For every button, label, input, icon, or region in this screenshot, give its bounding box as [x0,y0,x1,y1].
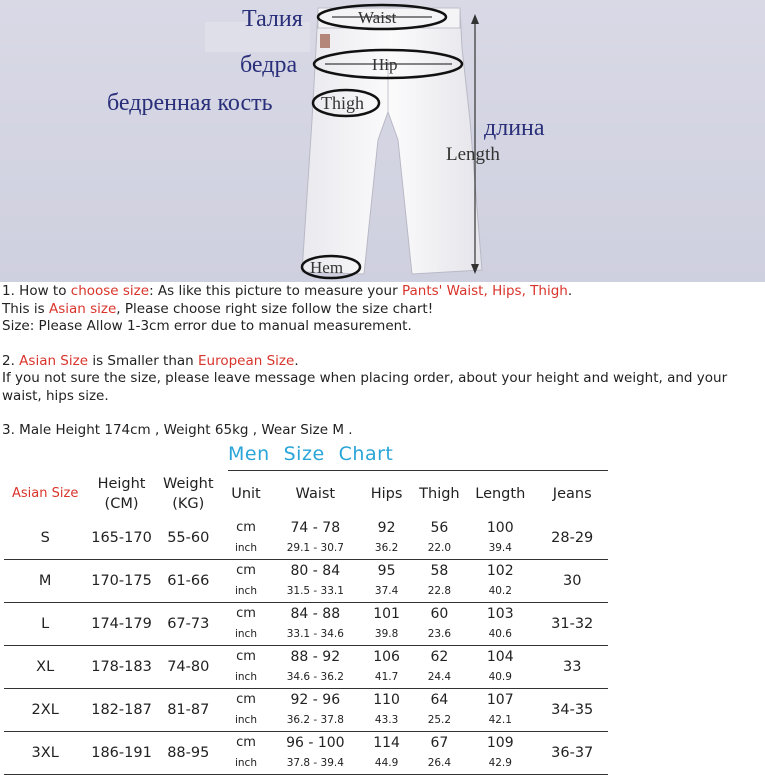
cell-jeans: 30 [536,560,608,603]
note-line-1: 1. How to choose size: As like this picture to measure your Pants' Waist, Hips, Thigh. [2,283,573,299]
cell-thigh: 64 25.2 [415,689,464,732]
label-length-ru: длина [484,115,545,141]
cell-weight: 74-80 [157,646,220,689]
cell-height: 178-183 [86,646,156,689]
header-hips: Hips [370,486,403,502]
cell-size: L [4,603,86,646]
cell-waist: 88 - 92 34.6 - 36.2 [272,646,358,689]
cell-unit: cm inch [220,732,272,775]
cell-waist: 92 - 96 36.2 - 37.8 [272,689,358,732]
cell-length: 103 40.6 [464,603,536,646]
label-waist-en: Waist [358,8,397,27]
cell-unit: cm inch [220,689,272,732]
size-instructions [2,283,762,440]
header-thigh: Thigh [419,486,460,502]
header-jeans: Jeans [552,486,592,502]
label-hip-en: Hip [372,55,398,74]
table-row [4,517,608,560]
cell-hips: 114 44.9 [359,732,415,775]
table-row [4,646,608,689]
cell-length: 102 40.2 [464,560,536,603]
cell-height: 186-191 [86,732,156,775]
label-thigh-en: Thigh [321,93,364,113]
cell-length: 109 42.9 [464,732,536,775]
cell-height: 165-170 [86,517,156,560]
label-hem-en: Hem [310,258,344,277]
cell-unit: cm inch [220,517,272,560]
label-length-en: Length [446,144,500,165]
cell-jeans: 28-29 [536,517,608,560]
cell-thigh: 62 24.4 [415,646,464,689]
cell-height: 182-187 [86,689,156,732]
size-chart-table [4,471,608,775]
label-waist-ru: Талия [242,6,303,32]
header-waist: Waist [295,486,336,502]
cell-hips: 110 43.3 [359,689,415,732]
cell-thigh: 58 22.8 [415,560,464,603]
label-thigh-ru: бедренная кость [107,90,273,116]
header-asian-size: Asian Size [12,486,79,501]
pants-illustration [0,0,765,282]
cell-waist: 74 - 78 29.1 - 30.7 [272,517,358,560]
cell-weight: 88-95 [157,732,220,775]
cell-size: M [4,560,86,603]
cell-hips: 95 37.4 [359,560,415,603]
cell-weight: 55-60 [157,517,220,560]
cell-size: XL [4,646,86,689]
cell-weight: 67-73 [157,603,220,646]
note-line-4: 2. Asian Size is Smaller than European Size. [2,352,299,369]
cell-waist: 96 - 100 37.8 - 39.4 [272,732,358,775]
cell-unit: cm inch [220,560,272,603]
note-line-5: If you not sure the size, please leave message when placing order, about your height and weight, and your waist, hips size. [2,370,728,404]
cell-hips: 101 39.8 [359,603,415,646]
note-line-2: This is Asian size, Please choose right size follow the size chart! [2,300,434,317]
table-row [4,560,608,603]
cell-hips: 106 41.7 [359,646,415,689]
cell-weight: 81-87 [157,689,220,732]
note-line-6: 3. Male Height 174cm , Weight 65kg , Wear Size M . [2,422,353,438]
cell-weight: 61-66 [157,560,220,603]
cell-waist: 84 - 88 33.1 - 34.6 [272,603,358,646]
cell-jeans: 31-32 [536,603,608,646]
cell-jeans: 34-35 [536,689,608,732]
measurement-diagram [0,0,765,282]
cell-height: 170-175 [86,560,156,603]
cell-jeans: 33 [536,646,608,689]
cell-jeans: 36-37 [536,732,608,775]
cell-unit: cm inch [220,603,272,646]
cell-length: 100 39.4 [464,517,536,560]
cell-size: S [4,517,86,560]
cell-size: 2XL [4,689,86,732]
cell-hips: 92 36.2 [359,517,415,560]
table-row [4,732,608,775]
note-line-3: Size: Please Allow 1-3cm error due to manual measurement. [2,318,412,334]
chart-title: Men Size Chart [228,443,394,465]
label-hip-ru: бедра [240,52,298,78]
cell-height: 174-179 [86,603,156,646]
header-height: Height (CM) [97,476,146,512]
header-length: Length [475,486,526,502]
cell-waist: 80 - 84 31.5 - 33.1 [272,560,358,603]
cell-size: 3XL [4,732,86,775]
cell-thigh: 67 26.4 [415,732,464,775]
header-weight: Weight (KG) [163,476,214,512]
table-row [4,603,608,646]
cell-thigh: 56 22.0 [415,517,464,560]
cell-unit: cm inch [220,646,272,689]
cell-length: 107 42.1 [464,689,536,732]
header-unit: Unit [231,486,261,502]
cell-length: 104 40.9 [464,646,536,689]
table-row [4,689,608,732]
cell-thigh: 60 23.6 [415,603,464,646]
table-header-row [4,471,608,517]
